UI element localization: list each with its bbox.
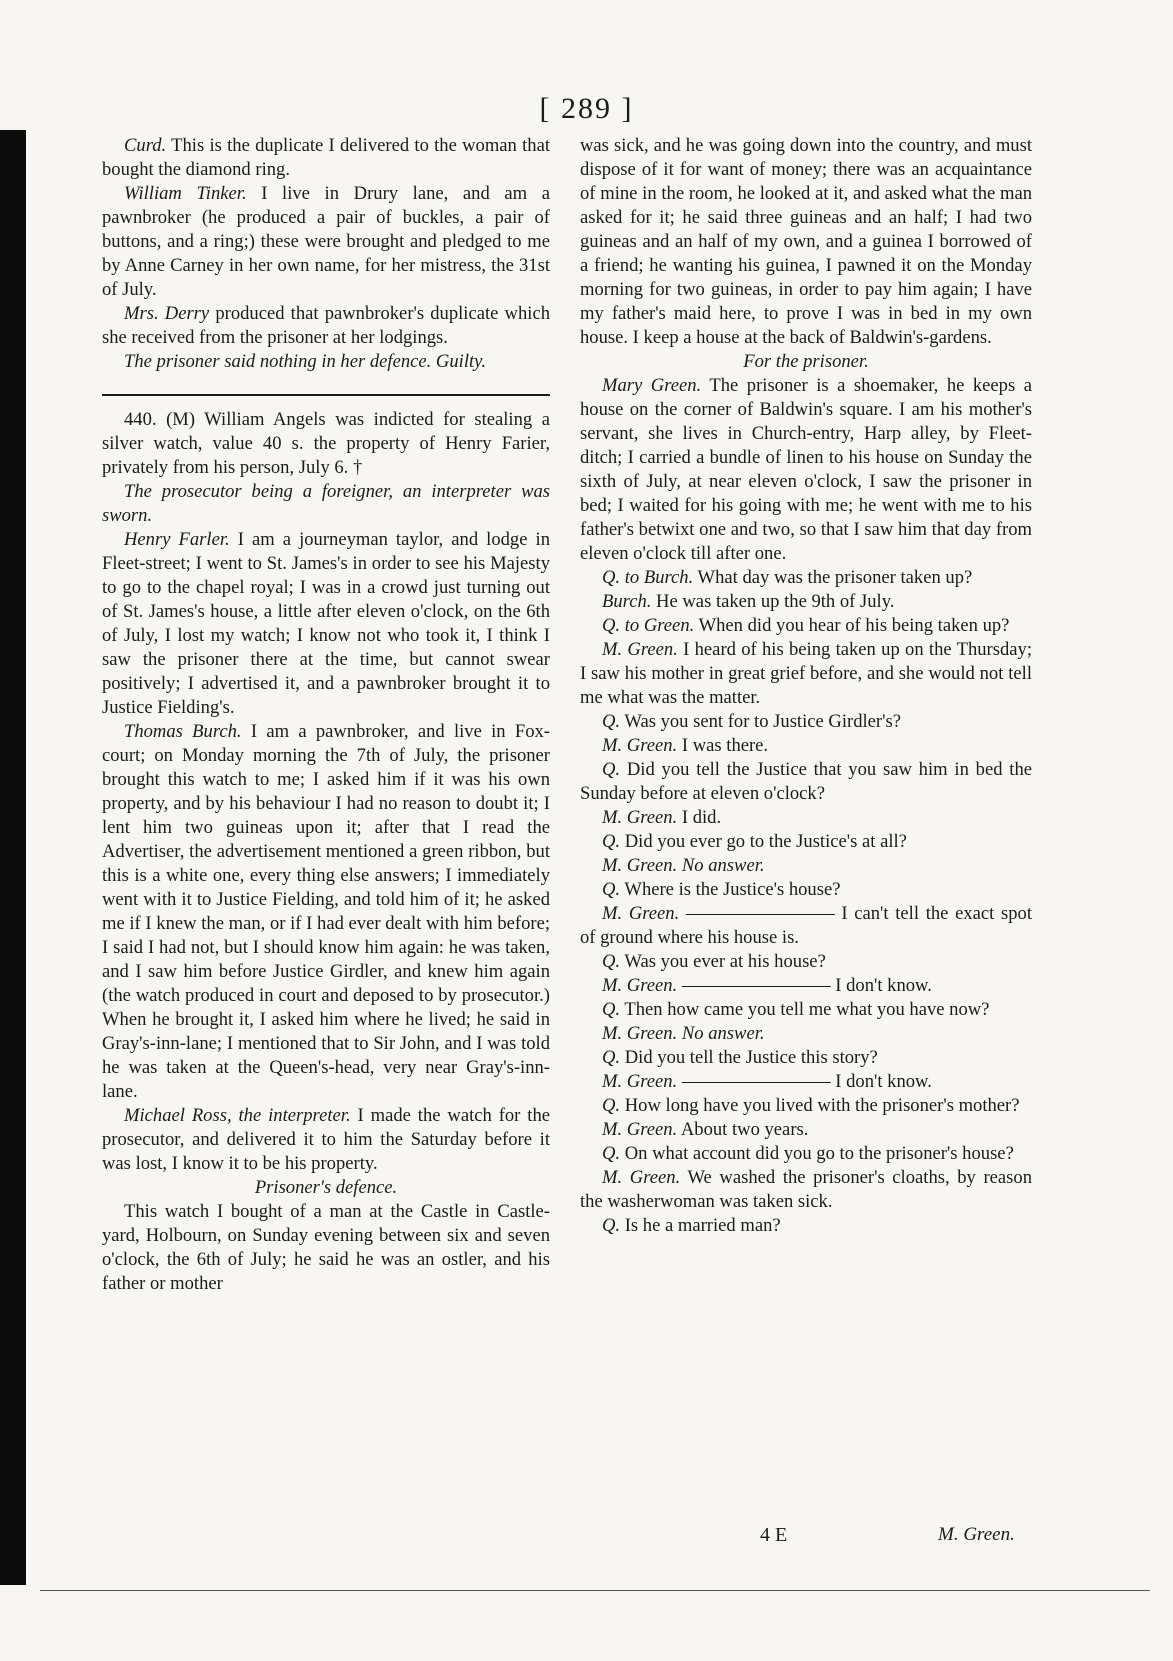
testimony-mary-green: Mary Green. The prisoner is a shoemaker, he keeps a house on the corner of Baldwin's square. I am his mother's servant, she lives in Church-entry, Harp alley, by Fleet-ditch; I carried a bundle of linen to his house on Sunday the sixth of July, at near eleven o'clock, I saw the prisoner in bed; I waited for his going with me; he went with me to his father's betwixt one and two, so that I saw him that day from eleven o'clock till after one. — [580, 375, 1032, 564]
verdict-line: The prisoner said nothing in her defence. Guilty. — [124, 351, 487, 372]
prisoner-defence: This watch I bought of a man at the Castle in Castle-yard, Holbourn, on Sunday evening between six and seven o'clock, the 6th of July; he said he was an ostler, and his father or mother — [102, 1201, 550, 1294]
qa-line: Q. to Green. When did you hear of his being taken up? — [602, 615, 1010, 636]
left-column — [102, 134, 550, 1296]
qa-line: M. Green. I heard of his being taken up on the Thursday; I saw his mother in great grief before, and she would not tell me what was the matter. — [580, 639, 1032, 708]
qa-line: Q. Was you ever at his house? — [602, 951, 826, 972]
qa-line: Q. to Burch. What day was the prisoner taken up? — [602, 567, 973, 588]
defence-heading: Prisoner's defence. — [254, 1177, 398, 1198]
qa-line: M. Green. ———————— I can't tell the exact spot of ground where his house is. — [580, 903, 1032, 948]
qa-line: M. Green. No answer. — [602, 1023, 765, 1044]
testimony-curd: Curd. This is the duplicate I delivered to the woman that bought the diamond ring. — [102, 135, 550, 180]
qa-line: M. Green. No answer. — [602, 855, 765, 876]
testimony-derry: Mrs. Derry produced that pawnbroker's duplicate which she received from the prisoner at her lodgings. — [102, 303, 550, 348]
case-divider — [102, 394, 550, 396]
for-prisoner-heading: For the prisoner. — [743, 351, 869, 372]
qa-line: Q. How long have you lived with the prisoner's mother? — [602, 1095, 1020, 1116]
case-indictment: 440. (M) William Angels was indicted for stealing a silver watch, value 40 s. the property of Henry Farier, privately from his person, July 6. † — [102, 409, 550, 478]
qa-line: M. Green. We washed the prisoner's cloaths, by reason the washerwoman was taken sick. — [580, 1167, 1032, 1212]
testimony-ross: Michael Ross, the interpreter. I made the watch for the prosecutor, and delivered it to him the Saturday before it was lost, I know it to be his property. — [102, 1105, 551, 1174]
qa-line: Q. Is he a married man? — [602, 1215, 781, 1236]
qa-line: Q. Where is the Justice's house? — [602, 879, 841, 900]
qa-line: Q. Did you tell the Justice this story? — [602, 1047, 878, 1068]
qa-line: Q. Was you sent for to Justice Girdler's? — [602, 711, 901, 732]
page-bottom-rule — [40, 1590, 1150, 1591]
qa-line: Burch. He was taken up the 9th of July. — [602, 591, 895, 612]
qa-line: Q. Then how came you tell me what you have now? — [602, 999, 990, 1020]
defence-continued: was sick, and he was going down into the country, and must dispose of it for want of money; there was an acquaintance of mine in the room, he looked at it, and asked what the man asked for it; he said three guineas and an half; I had two guineas and an half of my own, and a guinea I borrowed of a friend; he wanting his guinea, I pawned it on the Monday morning for two guineas, in order to pay him again; I have my father's maid here, to prove I was in bed in my own house. I keep a house at the back of Baldwin's-gardens. — [580, 135, 1032, 348]
testimony-farler: Henry Farler. I am a journeyman taylor, and lodge in Fleet-street; I went to St. James's in order to see his Majesty to go to the chapel royal; I was in a crowd just turning out of St. James's house, a little after eleven o'clock, on the 6th of July, I lost my watch; I know not who took it, I think I saw the prisoner there at the time, but cannot swear positively; I advertised it, and a pawnbroker brought it to Justice Fielding's. — [102, 529, 551, 718]
qa-line: M. Green. About two years. — [602, 1119, 809, 1140]
interpreter-note: The prosecutor being a foreigner, an interpreter was sworn. — [102, 481, 550, 526]
qa-line: M. Green. I was there. — [602, 735, 769, 756]
right-column — [580, 134, 1032, 1238]
qa-line: Q. On what account did you go to the prisoner's house? — [602, 1143, 1014, 1164]
testimony-tinker: William Tinker. I live in Drury lane, and am a pawnbroker (he produced a pair of buckles, a pair of buttons, and a ring;) these were brought and pledged to me by Anne Carney in her own name, for her mistress, the 31st of July. — [102, 183, 551, 300]
catchword: M. Green. — [938, 1524, 1015, 1545]
qa-line: Q. Did you tell the Justice that you saw him in bed the Sunday before at eleven o'clock? — [580, 759, 1032, 804]
page-number: [ 289 ] — [539, 92, 634, 125]
qa-line: M. Green. I did. — [602, 807, 722, 828]
qa-line: M. Green. ———————— I don't know. — [602, 975, 932, 996]
qa-line: M. Green. ———————— I don't know. — [602, 1071, 932, 1092]
binding-edge — [0, 130, 26, 1585]
testimony-burch: Thomas Burch. I am a pawnbroker, and live in Fox-court; on Monday morning the 7th of July, the prisoner brought this watch to me; I asked him if it was his own property, and by his behaviour I had no reason to doubt it; I lent him two guineas upon it; after that I read the Advertiser, the advertisement mentioned a green ribbon, but this is a white one, every thing else answers; I immediately went with it to Justice Fielding, and told him of it; he asked me if I knew the man, or if I had ever dealt with him before; I said I had not, but I should know him again: he was taken, and I saw him before Justice Girdler, and knew him again (the watch produced in court and deposed to by prosecutor.) When he brought it, I asked him where he lived; he said in Gray's-inn-lane; I mentioned that to Sir John, and I was told he was taken at the Queen's-head, very near Gray's-inn-lane. — [102, 721, 550, 1102]
qa-line: Q. Did you ever go to the Justice's at all? — [602, 831, 907, 852]
signature-mark: 4 E — [760, 1524, 788, 1546]
